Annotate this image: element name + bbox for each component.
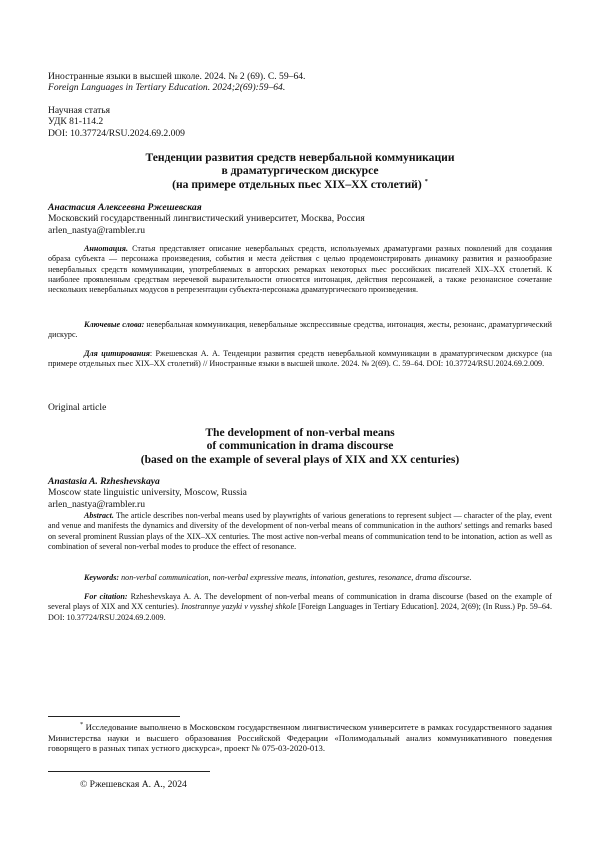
- keywords-en-label: Keywords:: [84, 573, 120, 582]
- journal-citation-ru: Иностранные языки в высшей школе. 2024. № 2 (69). С. 59–64.: [48, 71, 306, 82]
- citation-en: [48, 592, 552, 623]
- article-meta: [48, 105, 552, 139]
- keywords-en: [48, 573, 552, 583]
- keywords-en-text: non-verbal communication, non-verbal expressive means, intonation, gestures, resonance, drama discourse.: [121, 573, 472, 582]
- citation-en-text-1: Rzheshevskaya A. A. The development of non-verbal means of communication in drama discourse (based on the example of several plays of XIX and XX centuries).: [48, 592, 553, 612]
- keywords-ru-label: Ключевые слова:: [84, 320, 145, 329]
- footnote-text: Исследование выполнено в Московском государственном лингвистическом университете в рамках государственного задания Министерства науки и высшего образования Российской Федерации «Полимодальный анализ коммуникативного поведения говорящего в разных типах устного дискурса», проект № 075-03-2020-013.: [48, 722, 553, 754]
- email-en[interactable]: arlen_nastya@rambler.ru: [48, 498, 146, 510]
- affiliation-en: Moscow state linguistic university, Moscow, Russia: [48, 487, 247, 499]
- author-name-ru: Анастасия Алексеевна Ржешевская: [48, 202, 202, 213]
- title-ru: [48, 151, 552, 191]
- copyright: © Ржешевская А. А., 2024: [80, 779, 187, 790]
- abstract-en: [48, 511, 552, 552]
- abstract-ru: [48, 244, 552, 295]
- keywords-ru-text: невербальная коммуникация, невербальные экспрессивные средства, интонация, жесты, резонанс, драматургический дискурс.: [48, 320, 552, 340]
- citation-ru-text: : Ржешевская А. А. Тенденции развития средств невербальной коммуникации в драматургическом дискурсе (на примере отдельных пьес XIX–XX столетий) // Иностранные языки в высшей школе. 2024. № 2(69). С. 59–64. DOI: 10.37724/RSU.2024.69.2.009.: [48, 349, 552, 369]
- author-block-ru: [48, 202, 552, 236]
- citation-en-journal: Inostrannye yazyki v vysshej shkole: [181, 602, 297, 612]
- abstract-ru-label: Аннотация.: [84, 244, 128, 253]
- author-block-en: [48, 476, 552, 510]
- citation-en-label: For citation:: [84, 592, 128, 601]
- copyright-separator: [48, 771, 210, 772]
- title-en-line-1: The development of non-verbal means: [205, 426, 395, 439]
- citation-en-text-2: [Foreign Languages in Tertiary Education]. 2024, 2(69); (In Russ.) Pp. 59–64. DOI: 10.37724/RSU.2024.69.2.009.: [48, 602, 552, 622]
- article-type-en: Original article: [48, 402, 107, 413]
- title-en: [48, 426, 552, 466]
- email-ru[interactable]: arlen_nastya@rambler.ru: [48, 224, 146, 236]
- doi: DOI: 10.37724/RSU.2024.69.2.009: [48, 127, 185, 139]
- affiliation-ru: Московский государственный лингвистический университет, Москва, Россия: [48, 213, 365, 225]
- citation-ru-label: Для цитирования: [84, 349, 150, 358]
- abstract-en-text: The article describes non-verbal means used by playwrights of various generations to represent subject — character of the play, event and venue and manifests the dynamics and diversity of the development of non-verbal means of communication in the authors' settings and remarks based on several prominent Russian plays of the XIX–XX centuries. The most active non-verbal means of communication tend to be intonation, action as well as combination of several non-verbal modes to produce the effect of resonance.: [48, 511, 552, 551]
- journal-header: [48, 71, 552, 94]
- title-ru-line-3: (на примере отдельных пьес XIX–XX столетий): [172, 177, 422, 191]
- footnote-ref-mark[interactable]: *: [424, 177, 428, 185]
- title-en-line-3: (based on the example of several plays of XIX and XX centuries): [140, 452, 460, 466]
- footnote: [48, 722, 552, 754]
- footnote-separator: [48, 716, 180, 717]
- article-type-ru: Научная статья: [48, 105, 111, 116]
- udc-code: УДК 81-114.2: [48, 116, 104, 128]
- abstract-ru-text: Статья представляет описание невербальных средств, используемых драматургами разных поколений для создания образа субъекта — персонажа произведения, события и места действия с целью продемонстрировать динамику развития и разнообразие невербальных средств коммуникации, употребляемых в авторских ремарках некоторых пьес российских писателей XIX–XX столетий. К наиболее проявленным средствам неречевой выразительности относятся интонация, действия персонажей, а также резонансное сочетание нескольких невербальных модусов в репрезентации субъекта-персонажа драматургического произведения.: [48, 244, 552, 295]
- title-ru-line-2: в драматургическом дискурсе: [221, 164, 379, 178]
- title-en-line-2: of communication in drama discourse: [206, 439, 394, 453]
- abstract-en-label: Abstract.: [84, 511, 114, 520]
- author-name-en: Anastasia A. Rzheshevskaya: [48, 476, 160, 487]
- keywords-ru: [48, 320, 552, 341]
- citation-ru: [48, 349, 552, 370]
- journal-citation-en: Foreign Languages in Tertiary Education. 2024;2(69):59–64.: [48, 82, 286, 94]
- title-ru-line-1: Тенденции развития средств невербальной коммуникации: [145, 151, 455, 164]
- footnote-mark: *: [80, 721, 84, 729]
